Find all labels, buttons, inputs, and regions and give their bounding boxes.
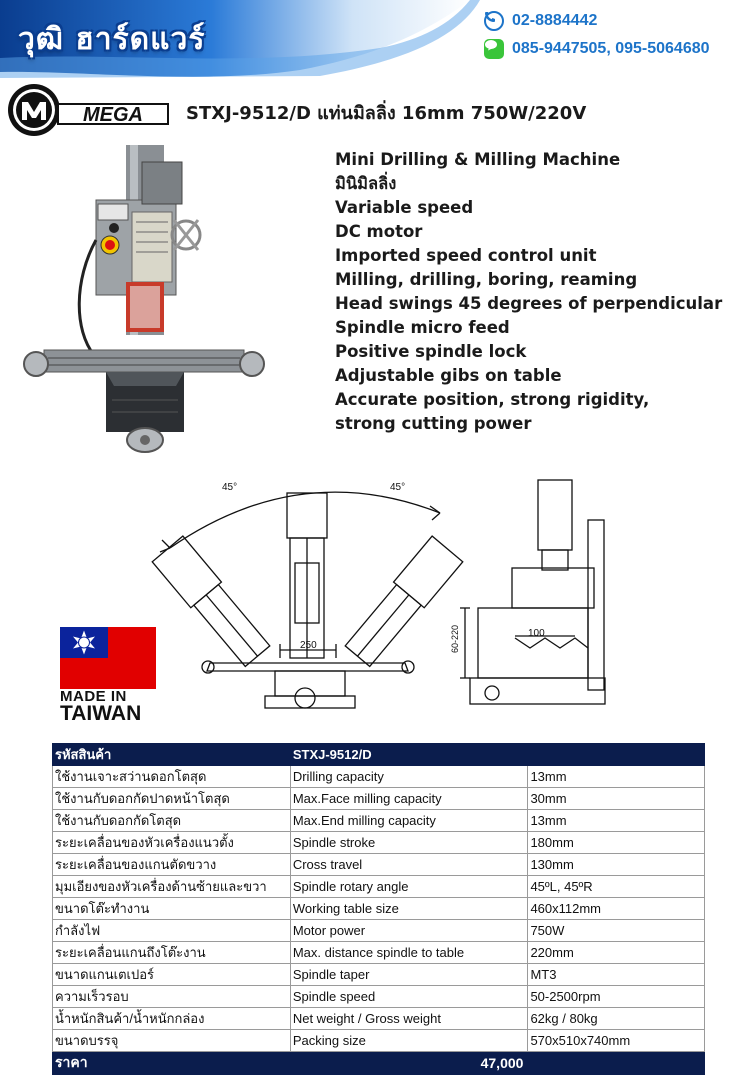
- spec-label-en: Working table size: [290, 898, 528, 920]
- spec-label-en: Packing size: [290, 1030, 528, 1052]
- slot-dimension-label: 100: [528, 628, 545, 639]
- spec-label-th: ใช้งานกับดอกกัดปาดหน้าโตสุด: [53, 788, 291, 810]
- spec-label-th: ความเร็วรอบ: [53, 986, 291, 1008]
- spec-value: 460x112mm: [528, 898, 705, 920]
- product-title: STXJ-9512/D แท่นมิลลิ่ง 16mm 750W/220V: [186, 103, 587, 124]
- feature-item: Positive spindle lock: [335, 342, 527, 361]
- feature-item: Mini Drilling & Milling Machine: [335, 150, 621, 169]
- phone-contact[interactable]: [484, 11, 597, 31]
- taiwan-flag: [60, 627, 156, 689]
- feature-item: มินิมิลลิ่ง: [335, 174, 397, 193]
- line-app-icon: [484, 39, 504, 59]
- feature-item: strong cutting power: [335, 414, 532, 433]
- spec-value: 30mm: [528, 788, 705, 810]
- feature-list: [335, 148, 722, 436]
- spec-label-en: Max.End milling capacity: [290, 810, 528, 832]
- spec-value: MT3: [528, 964, 705, 986]
- feature-item: Spindle micro feed: [335, 318, 510, 337]
- table-row: [53, 942, 705, 964]
- table-row: [53, 920, 705, 942]
- spec-label-th: มุมเอียงของหัวเครื่องด้านซ้ายและขวา: [53, 876, 291, 898]
- angle-right-label: 45°: [390, 482, 406, 493]
- table-row: [53, 810, 705, 832]
- spec-label-en: Spindle stroke: [290, 832, 528, 854]
- feature-item: Variable speed: [335, 198, 474, 217]
- height-dimension-label: 60-220: [450, 624, 460, 653]
- spec-value: 50-2500rpm: [528, 986, 705, 1008]
- price-label: ราคา: [53, 1052, 291, 1075]
- price-value: 47,000: [290, 1052, 528, 1075]
- table-row: [53, 766, 705, 788]
- spec-label-en: Spindle taper: [290, 964, 528, 986]
- spec-table: [52, 743, 705, 1075]
- spec-value: 62kg / 80kg: [528, 1008, 705, 1030]
- phone-number: 02-8884442: [512, 12, 598, 29]
- spec-value: 13mm: [528, 766, 705, 788]
- spec-label-th: ใช้งานเจาะสว่านดอกโตสุด: [53, 766, 291, 788]
- table-row: [53, 986, 705, 1008]
- spec-value: 570x510x740mm: [528, 1030, 705, 1052]
- table-row: [53, 876, 705, 898]
- logo-text: MEGA: [83, 104, 143, 126]
- spec-label-en: Motor power: [290, 920, 528, 942]
- table-row: [53, 898, 705, 920]
- phone-icon: [484, 11, 504, 31]
- feature-item: Imported speed control unit: [335, 246, 597, 265]
- machine-photo: [14, 140, 274, 462]
- angle-left-label: 45°: [222, 482, 238, 493]
- spec-header-row: [53, 744, 705, 766]
- spec-value: 750W: [528, 920, 705, 942]
- table-row: [53, 1030, 705, 1052]
- made-in-label: MADE IN: [60, 688, 127, 705]
- spec-value: 130mm: [528, 854, 705, 876]
- line-contact[interactable]: [484, 39, 710, 59]
- line-numbers: 085-9447505, 095-5064680: [512, 40, 710, 57]
- feature-item: DC motor: [335, 222, 423, 241]
- table-row: [53, 964, 705, 986]
- header-banner: [0, 0, 750, 78]
- spec-value: 180mm: [528, 832, 705, 854]
- feature-item: Milling, drilling, boring, reaming: [335, 270, 638, 289]
- country-label: TAIWAN: [60, 702, 142, 725]
- feature-item: Head swings 45 degrees of perpendicular: [335, 294, 723, 313]
- table-row: [53, 1008, 705, 1030]
- spec-label-th: ขนาดแกนเตเปอร์: [53, 964, 291, 986]
- feature-item: Adjustable gibs on table: [335, 366, 562, 385]
- spec-label-en: Drilling capacity: [290, 766, 528, 788]
- table-row: [53, 788, 705, 810]
- spec-label-th: กำลังไฟ: [53, 920, 291, 942]
- spec-value: 45ºL, 45ºR: [528, 876, 705, 898]
- spec-label-th: ขนาดบรรจุ: [53, 1030, 291, 1052]
- spec-value: 13mm: [528, 810, 705, 832]
- spec-label-th: ระยะเคลื่อนของแกนตัดขวาง: [53, 854, 291, 876]
- table-row: [53, 854, 705, 876]
- price-row: [53, 1052, 705, 1075]
- mega-logo: [6, 82, 172, 138]
- spec-label-en: Net weight / Gross weight: [290, 1008, 528, 1030]
- spec-value: 220mm: [528, 942, 705, 964]
- spec-label-en: Spindle rotary angle: [290, 876, 528, 898]
- sku-label: รหัสสินค้า: [53, 744, 291, 766]
- table-dimension-label: 250: [300, 640, 317, 651]
- spec-label-en: Max. distance spindle to table: [290, 942, 528, 964]
- spec-label-th: ระยะเคลื่อนแกนถึงโต๊ะงาน: [53, 942, 291, 964]
- spec-label-th: ระยะเคลื่อนของหัวเครื่องแนวตั้ง: [53, 832, 291, 854]
- technical-drawing: [140, 468, 620, 718]
- spec-label-th: ขนาดโต๊ะทำงาน: [53, 898, 291, 920]
- spec-label-th: ใช้งานกับดอกกัดโตสุด: [53, 810, 291, 832]
- table-row: [53, 832, 705, 854]
- brand-name: วุฒิ ฮาร์ดแวร์: [18, 22, 206, 57]
- spec-label-th: น้ำหนักสินค้า/น้ำหนักกล่อง: [53, 1008, 291, 1030]
- spec-label-en: Spindle speed: [290, 986, 528, 1008]
- feature-item: Accurate position, strong rigidity,: [335, 390, 650, 409]
- spec-label-en: Cross travel: [290, 854, 528, 876]
- sku-value: STXJ-9512/D: [290, 744, 704, 766]
- price-spacer: [528, 1052, 705, 1075]
- spec-label-en: Max.Face milling capacity: [290, 788, 528, 810]
